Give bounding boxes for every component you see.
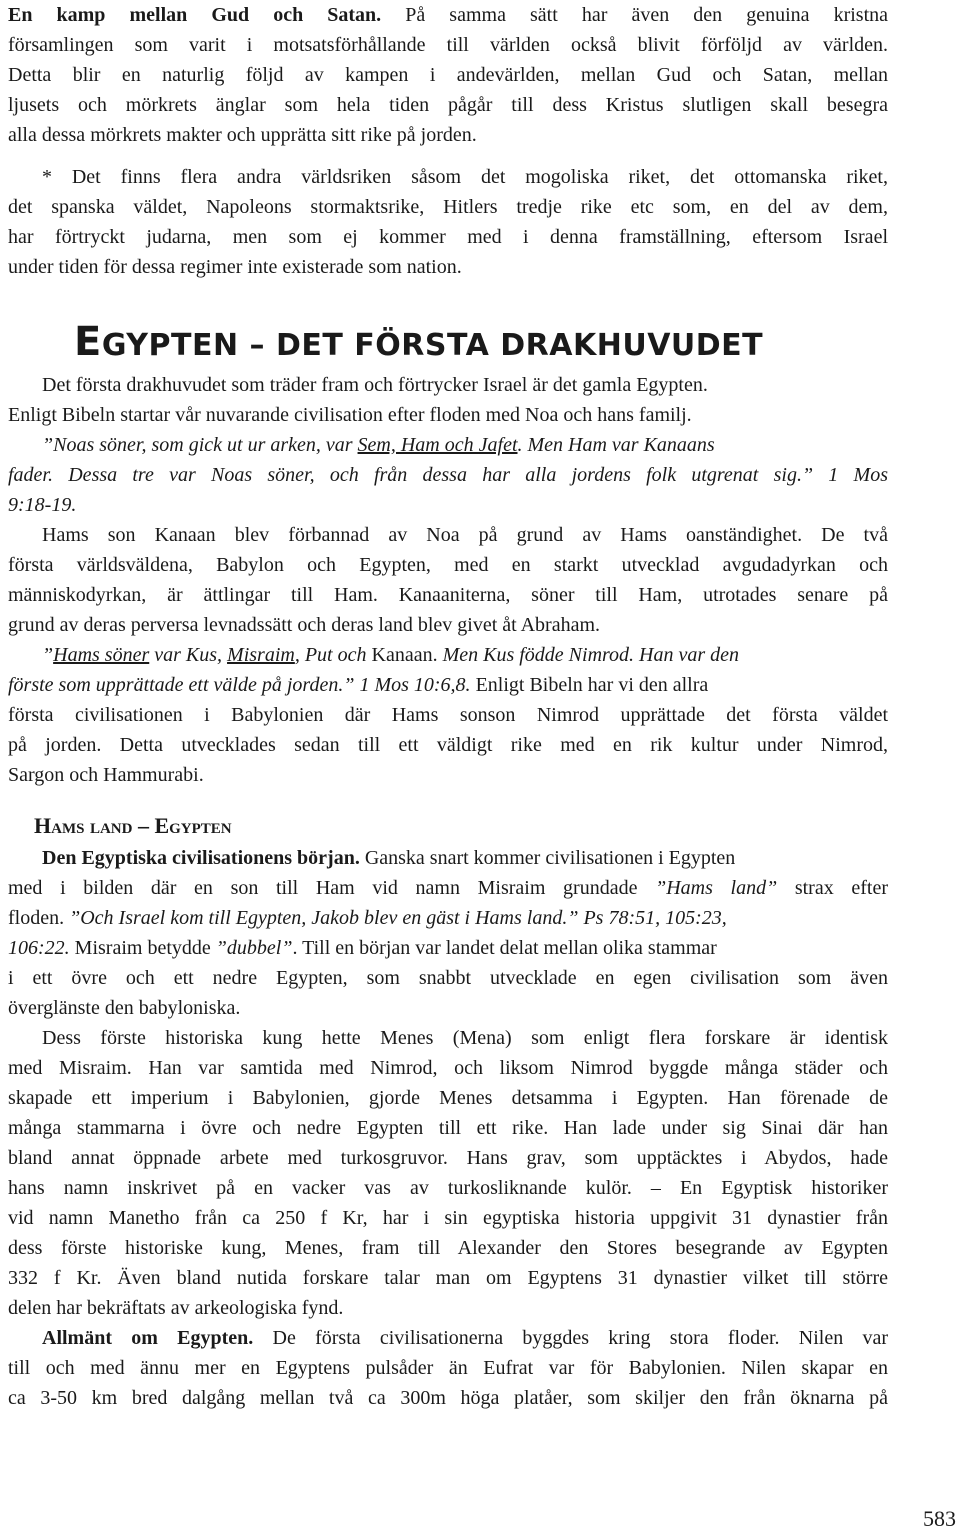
quote-line [8, 670, 708, 700]
quote-text: , Put och [294, 644, 372, 666]
section-line: vid namn Manetho från ca 250 f Kr, har i sin egyptiska historia uppgivit 31 dynastier från [8, 1207, 888, 1229]
bold-lead: Den Egyptiska civilisationens början. [42, 847, 360, 869]
underlined-names: Hams söner [53, 644, 150, 666]
section-line: bland annat öppnade arbete med turkosgruvor. Hans grav, som upptäcktes i Abydos, hade [8, 1147, 888, 1169]
quote-text: ”Hams land” [655, 877, 778, 899]
text-run: strax efter [777, 877, 888, 899]
section-line [8, 903, 727, 933]
section-line: med Misraim. Han var samtida med Nimrod, och liksom Nimrod byggde många städer och [8, 1057, 888, 1079]
section-line: Det första drakhuvudet som träder fram och förtrycker Israel är det gamla Egypten. [42, 374, 708, 396]
text-run: På samma sätt har även den genuina kristna [381, 4, 888, 26]
text-run: Kanaan. [371, 644, 438, 666]
quote-text: Men Kus födde Nimrod. Han var den [437, 644, 740, 666]
section-line: första civilisationen i Babylonien där Hams sonson Nimrod upprättade det första väldet [8, 704, 888, 726]
text-run: . Till en början var landet delat mellan olika stammar [292, 937, 717, 959]
section-line [8, 873, 888, 903]
footnote-line: under tiden för dessa regimer inte existerade som nation. [8, 256, 462, 278]
text-run: Misraim betydde [69, 937, 216, 959]
quote-text: förste som upprättade ett välde på jorden.” 1 Mos 10:6,8. [8, 674, 471, 696]
section-line: i ett övre och ett nedre Egypten, som snabbt utvecklade en egen civilisation som även [8, 967, 888, 989]
underlined-names: Misraim [227, 644, 295, 666]
section-line: 332 f Kr. Även bland nutida forskare talar man om Egyptens 31 dynastier vilket till större [8, 1267, 888, 1289]
quote-line [42, 640, 739, 670]
page-number: 583 [923, 1506, 956, 1531]
text-run: floden. [8, 907, 70, 929]
paragraph-line: alla dessa mörkrets makter och upprätta sitt rike på jorden. [8, 124, 477, 146]
quote-text: ” [42, 644, 54, 666]
section-line: till och med ännu mer en Egyptens pulsåder än Eufrat var för Babylonien. Nilen skapar en [8, 1357, 888, 1379]
section-line: dess förste historiske kung, Menes, fram till Alexander den Stores besegrande av Egypten [8, 1237, 888, 1259]
subsection-heading: Hams land – Egypten [34, 813, 232, 838]
heading-rest: GYPTEN – DET FÖRSTA DRAKHUVUDET [101, 328, 764, 363]
quote-text: var Kus, [149, 644, 228, 666]
section-heading [74, 318, 763, 370]
quote-text: ”Och Israel kom till Egypten, Jakob blev en gäst i Hams land.” Ps 78:51, 105:23, [69, 907, 727, 929]
section-line: på jorden. Detta utvecklades sedan till ett väldigt rike med en rik kultur under Nimrod, [8, 734, 888, 756]
section-line [8, 933, 717, 963]
footnote-line: * Det finns flera andra världsriken såsom det mogoliska riket, det ottomanska riket, [42, 166, 888, 188]
section-line [42, 1323, 888, 1353]
quote-text: 106:22. [8, 937, 70, 959]
paragraph-line: ljusets och mörkrets änglar som hela tiden pågår till dess Kristus slutligen skall besegra [8, 94, 888, 116]
quote-text: ”dubbel” [215, 937, 293, 959]
section-line: människodyrkan, är ättlingar till Ham. Kanaaniterna, söner till Ham, utrotades senare på [8, 584, 888, 606]
bold-lead: En kamp mellan Gud och Satan. [8, 4, 382, 26]
underlined-names: Sem, Ham och Jafet [357, 434, 518, 456]
text-run: Ganska snart kommer civilisationen i Egypten [359, 847, 736, 869]
paragraph-line: församlingen som varit i motsatsförhållande till världen också blivit förföljd av världen. [8, 34, 888, 56]
section-line: Sargon och Hammurabi. [8, 764, 204, 786]
paragraph-line [8, 0, 888, 30]
section-line: första världsväldena, Babylon och Egypten, med en starkt utvecklad avgudadyrkan och [8, 554, 888, 576]
text-run: med i bilden där en son till Ham vid namn Misraim grundade [8, 877, 656, 899]
quote-text: ”Noas söner, som gick ut ur arken, var [42, 434, 358, 456]
quote-line [42, 430, 715, 460]
heading-initial: E [74, 319, 102, 365]
text-run: Enligt Bibeln har vi den allra [470, 674, 709, 696]
section-line: Enligt Bibeln startar vår nuvarande civilisation efter floden med Noa och hans familj. [8, 404, 692, 426]
section-line [42, 843, 735, 873]
section-line: Hams son Kanaan blev förbannad av Noa på grund av Hams oanständighet. De två [42, 524, 888, 546]
quote-line: 9:18-19. [8, 494, 77, 516]
footnote-line: det spanska väldet, Napoleons stormaktsrike, Hitlers tredje rike etc som, en del av dem, [8, 196, 888, 218]
bold-lead: Allmänt om Egypten. [42, 1327, 254, 1349]
footnote-line: har förtryckt judarna, men som ej kommer med i denna framställning, eftersom Israel [8, 226, 888, 248]
section-line: ca 3-50 km bred dalgång mellan två ca 300m höga platåer, som skiljer den från öknarna på [8, 1387, 888, 1409]
section-line: många stammarna i övre och nedre Egypten till ett rike. Han lade under sig Sinai där han [8, 1117, 888, 1139]
section-line: Dess förste historiska kung hette Menes (Mena) som enligt flera forskare är identisk [42, 1027, 888, 1049]
text-run: De första civilisationerna byggdes kring stora floder. Nilen var [253, 1327, 888, 1349]
paragraph-line: Detta blir en naturlig följd av kampen i andevärlden, mellan Gud och Satan, mellan [8, 64, 888, 86]
quote-line: fader. Dessa tre var Noas söner, och från dessa har alla jordens folk utgrenat sig.” 1 Mos [8, 464, 888, 486]
section-line: hans namn inskrivet på en vacker vas av turkosliknande kulör. – En Egyptisk historiker [8, 1177, 888, 1199]
section-line: grund av deras perversa levnadssätt och deras land blev givet åt Abraham. [8, 614, 601, 636]
section-line: skapade ett imperium i Babylonien, gjorde Menes detsamma i Egypten. Han förenade de [8, 1087, 888, 1109]
section-line: överglänste den babyloniska. [8, 997, 241, 1019]
quote-text: . Men Ham var Kanaans [517, 434, 715, 456]
section-line: delen har bekräftats av arkeologiska fynd. [8, 1297, 344, 1319]
